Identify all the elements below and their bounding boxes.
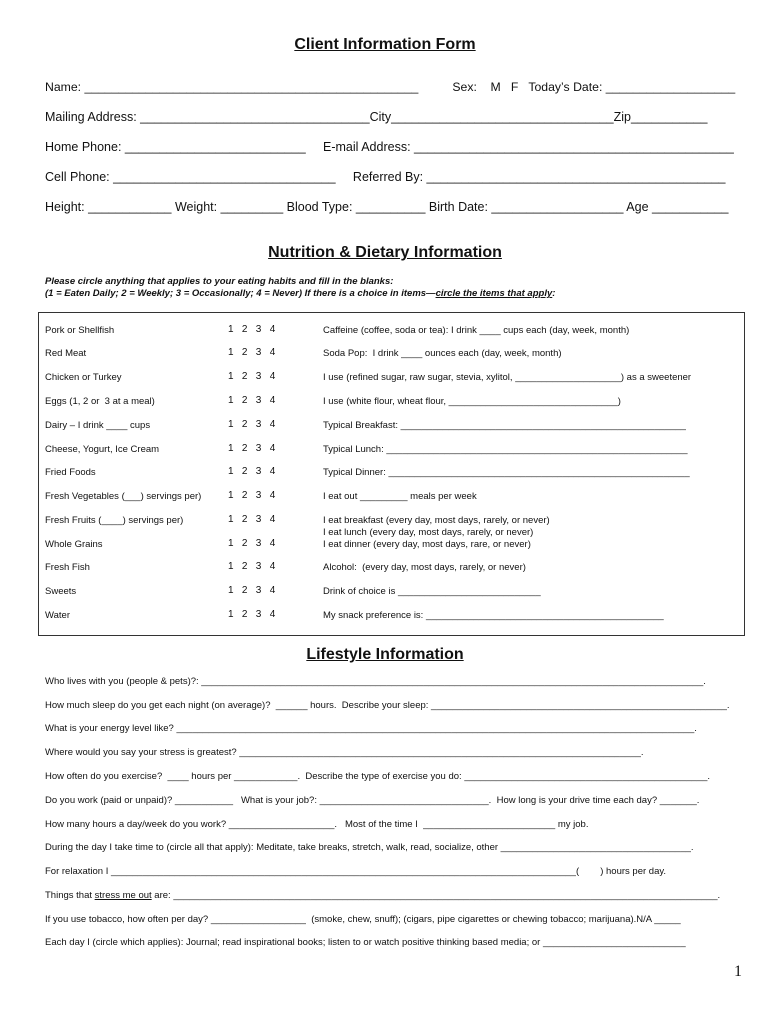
rating-scale[interactable]: 1 2 3 4: [228, 490, 276, 501]
food-item: Pork or Shellfish: [45, 325, 115, 336]
diet-question[interactable]: I use (refined sugar, raw sugar, stevia, xylitol, ____________________) as a sweetener: [323, 372, 692, 383]
lifestyle-question[interactable]: Who lives with you (people & pets)?: _______________________________________________________________________________________________.: [45, 676, 706, 687]
diet-question[interactable]: Alcohol: (every day, most days, rarely, or never): [323, 562, 526, 573]
rating-scale[interactable]: 1 2 3 4: [228, 538, 276, 549]
rating-scale[interactable]: 1 2 3 4: [228, 585, 276, 596]
rating-scale[interactable]: 1 2 3 4: [228, 347, 276, 358]
food-item: Red Meat: [45, 348, 87, 359]
rating-scale[interactable]: 1 2 3 4: [228, 395, 276, 406]
diet-question[interactable]: Typical Breakfast: ______________________________________________________: [323, 420, 686, 431]
food-item: Eggs (1, 2 or 3 at a meal): [45, 396, 155, 407]
diet-question[interactable]: Typical Dinner: _________________________________________________________: [323, 467, 690, 478]
diet-question[interactable]: Drink of choice is ___________________________: [323, 586, 541, 597]
rating-scale[interactable]: 1 2 3 4: [228, 443, 276, 454]
lifestyle-question[interactable]: How much sleep do you get each night (on average)? ______ hours. Describe your sleep: ________________________________________________________.: [45, 700, 730, 711]
phone-email-line[interactable]: Home Phone: __________________________ E-mail Address: ______________________________________________: [45, 140, 734, 154]
lifestyle-heading: Lifestyle Information: [306, 646, 464, 663]
rating-scale[interactable]: 1 2 3 4: [228, 371, 276, 382]
food-item: Sweets: [45, 586, 77, 597]
food-item: Water: [45, 610, 70, 621]
lifestyle-question[interactable]: How many hours a day/week do you work? ____________________. Most of the time I _________________________ my job.: [45, 819, 589, 830]
lifestyle-question[interactable]: If you use tobacco, how often per day? __________________ (smoke, chew, snuff); (cigars, pipe cigarettes or chewing tobacco; marijuana).N/A _____: [45, 914, 681, 925]
rating-scale[interactable]: 1 2 3 4: [228, 419, 276, 430]
rating-scale[interactable]: 1 2 3 4: [228, 324, 276, 335]
diet-question[interactable]: I eat out _________ meals per week: [323, 491, 477, 502]
nutrition-instructions-1: Please circle anything that applies to your eating habits and fill in the blanks:: [45, 276, 394, 287]
rating-scale[interactable]: 1 2 3 4: [228, 609, 276, 620]
rating-scale[interactable]: 1 2 3 4: [228, 466, 276, 477]
lifestyle-question[interactable]: Things that stress me out are: _______________________________________________________________________________________________________.: [45, 890, 721, 901]
food-item: Fresh Vegetables (___) servings per): [45, 491, 202, 502]
food-item: Chicken or Turkey: [45, 372, 122, 383]
name-sex-date-line[interactable]: Name: _________________________________________________ Sex: M F Today’s Date: ___________________: [45, 80, 736, 94]
diet-question[interactable]: I eat dinner (every day, most days, rare, or never): [323, 539, 531, 550]
food-item: Fresh Fish: [45, 562, 90, 573]
food-item: Cheese, Yogurt, Ice Cream: [45, 444, 160, 455]
lifestyle-question[interactable]: Do you work (paid or unpaid)? ___________ What is your job?: ________________________________. How long is your drive time each day? _______.: [45, 795, 700, 806]
mailing-address-line[interactable]: Mailing Address: _________________________________City________________________________Zip___________: [45, 110, 708, 124]
page-number: 1: [734, 963, 742, 980]
nutrition-instructions-2: (1 = Eaten Daily; 2 = Weekly; 3 = Occasionally; 4 = Never) If there is a choice in items—circle the items that apply:: [45, 288, 556, 299]
lifestyle-question[interactable]: Where would you say your stress is greatest? ____________________________________________________________________________.: [45, 747, 644, 758]
lifestyle-question[interactable]: How often do you exercise? ____ hours per ____________. Describe the type of exercise you do: ______________________________________________.: [45, 771, 710, 782]
lifestyle-question[interactable]: What is your energy level like? __________________________________________________________________________________________________.: [45, 723, 697, 734]
lifestyle-question[interactable]: Each day I (circle which applies): Journal; read inspirational books; listen to or watch positive thinking based media; or ___________________________: [45, 937, 686, 948]
food-item: Fried Foods: [45, 467, 96, 478]
height-weight-line[interactable]: Height: ____________ Weight: _________ Blood Type: __________ Birth Date: ___________________ Age ___________: [45, 200, 729, 214]
rating-scale[interactable]: 1 2 3 4: [228, 561, 276, 572]
food-item: Whole Grains: [45, 539, 103, 550]
nutrition-heading: Nutrition & Dietary Information: [268, 244, 502, 261]
diet-question[interactable]: I eat breakfast (every day, most days, rarely, or never): [323, 515, 550, 526]
form-title: Client Information Form: [294, 36, 476, 53]
food-item: Dairy – I drink ____ cups: [45, 420, 151, 431]
lifestyle-question[interactable]: During the day I take time to (circle all that apply): Meditate, take breaks, stretch, walk, read, socialize, other ____________________________________.: [45, 842, 694, 853]
diet-question[interactable]: Typical Lunch: _________________________________________________________: [323, 444, 688, 455]
diet-question[interactable]: I eat lunch (every day, most days, rarely, or never): [323, 527, 534, 538]
rating-scale[interactable]: 1 2 3 4: [228, 514, 276, 525]
lifestyle-question[interactable]: For relaxation I ________________________________________________________________________________________( ) hours per day.: [45, 866, 667, 877]
food-item: Fresh Fruits (____) servings per): [45, 515, 184, 526]
diet-question[interactable]: Caffeine (coffee, soda or tea): I drink ____ cups each (day, week, month): [323, 325, 630, 336]
diet-question[interactable]: I use (white flour, wheat flour, ________________________________): [323, 396, 621, 407]
cell-referred-line[interactable]: Cell Phone: ________________________________ Referred By: ___________________________________________: [45, 170, 726, 184]
diet-question[interactable]: My snack preference is: _____________________________________________: [323, 610, 664, 621]
diet-question[interactable]: Soda Pop: I drink ____ ounces each (day, week, month): [323, 348, 562, 359]
